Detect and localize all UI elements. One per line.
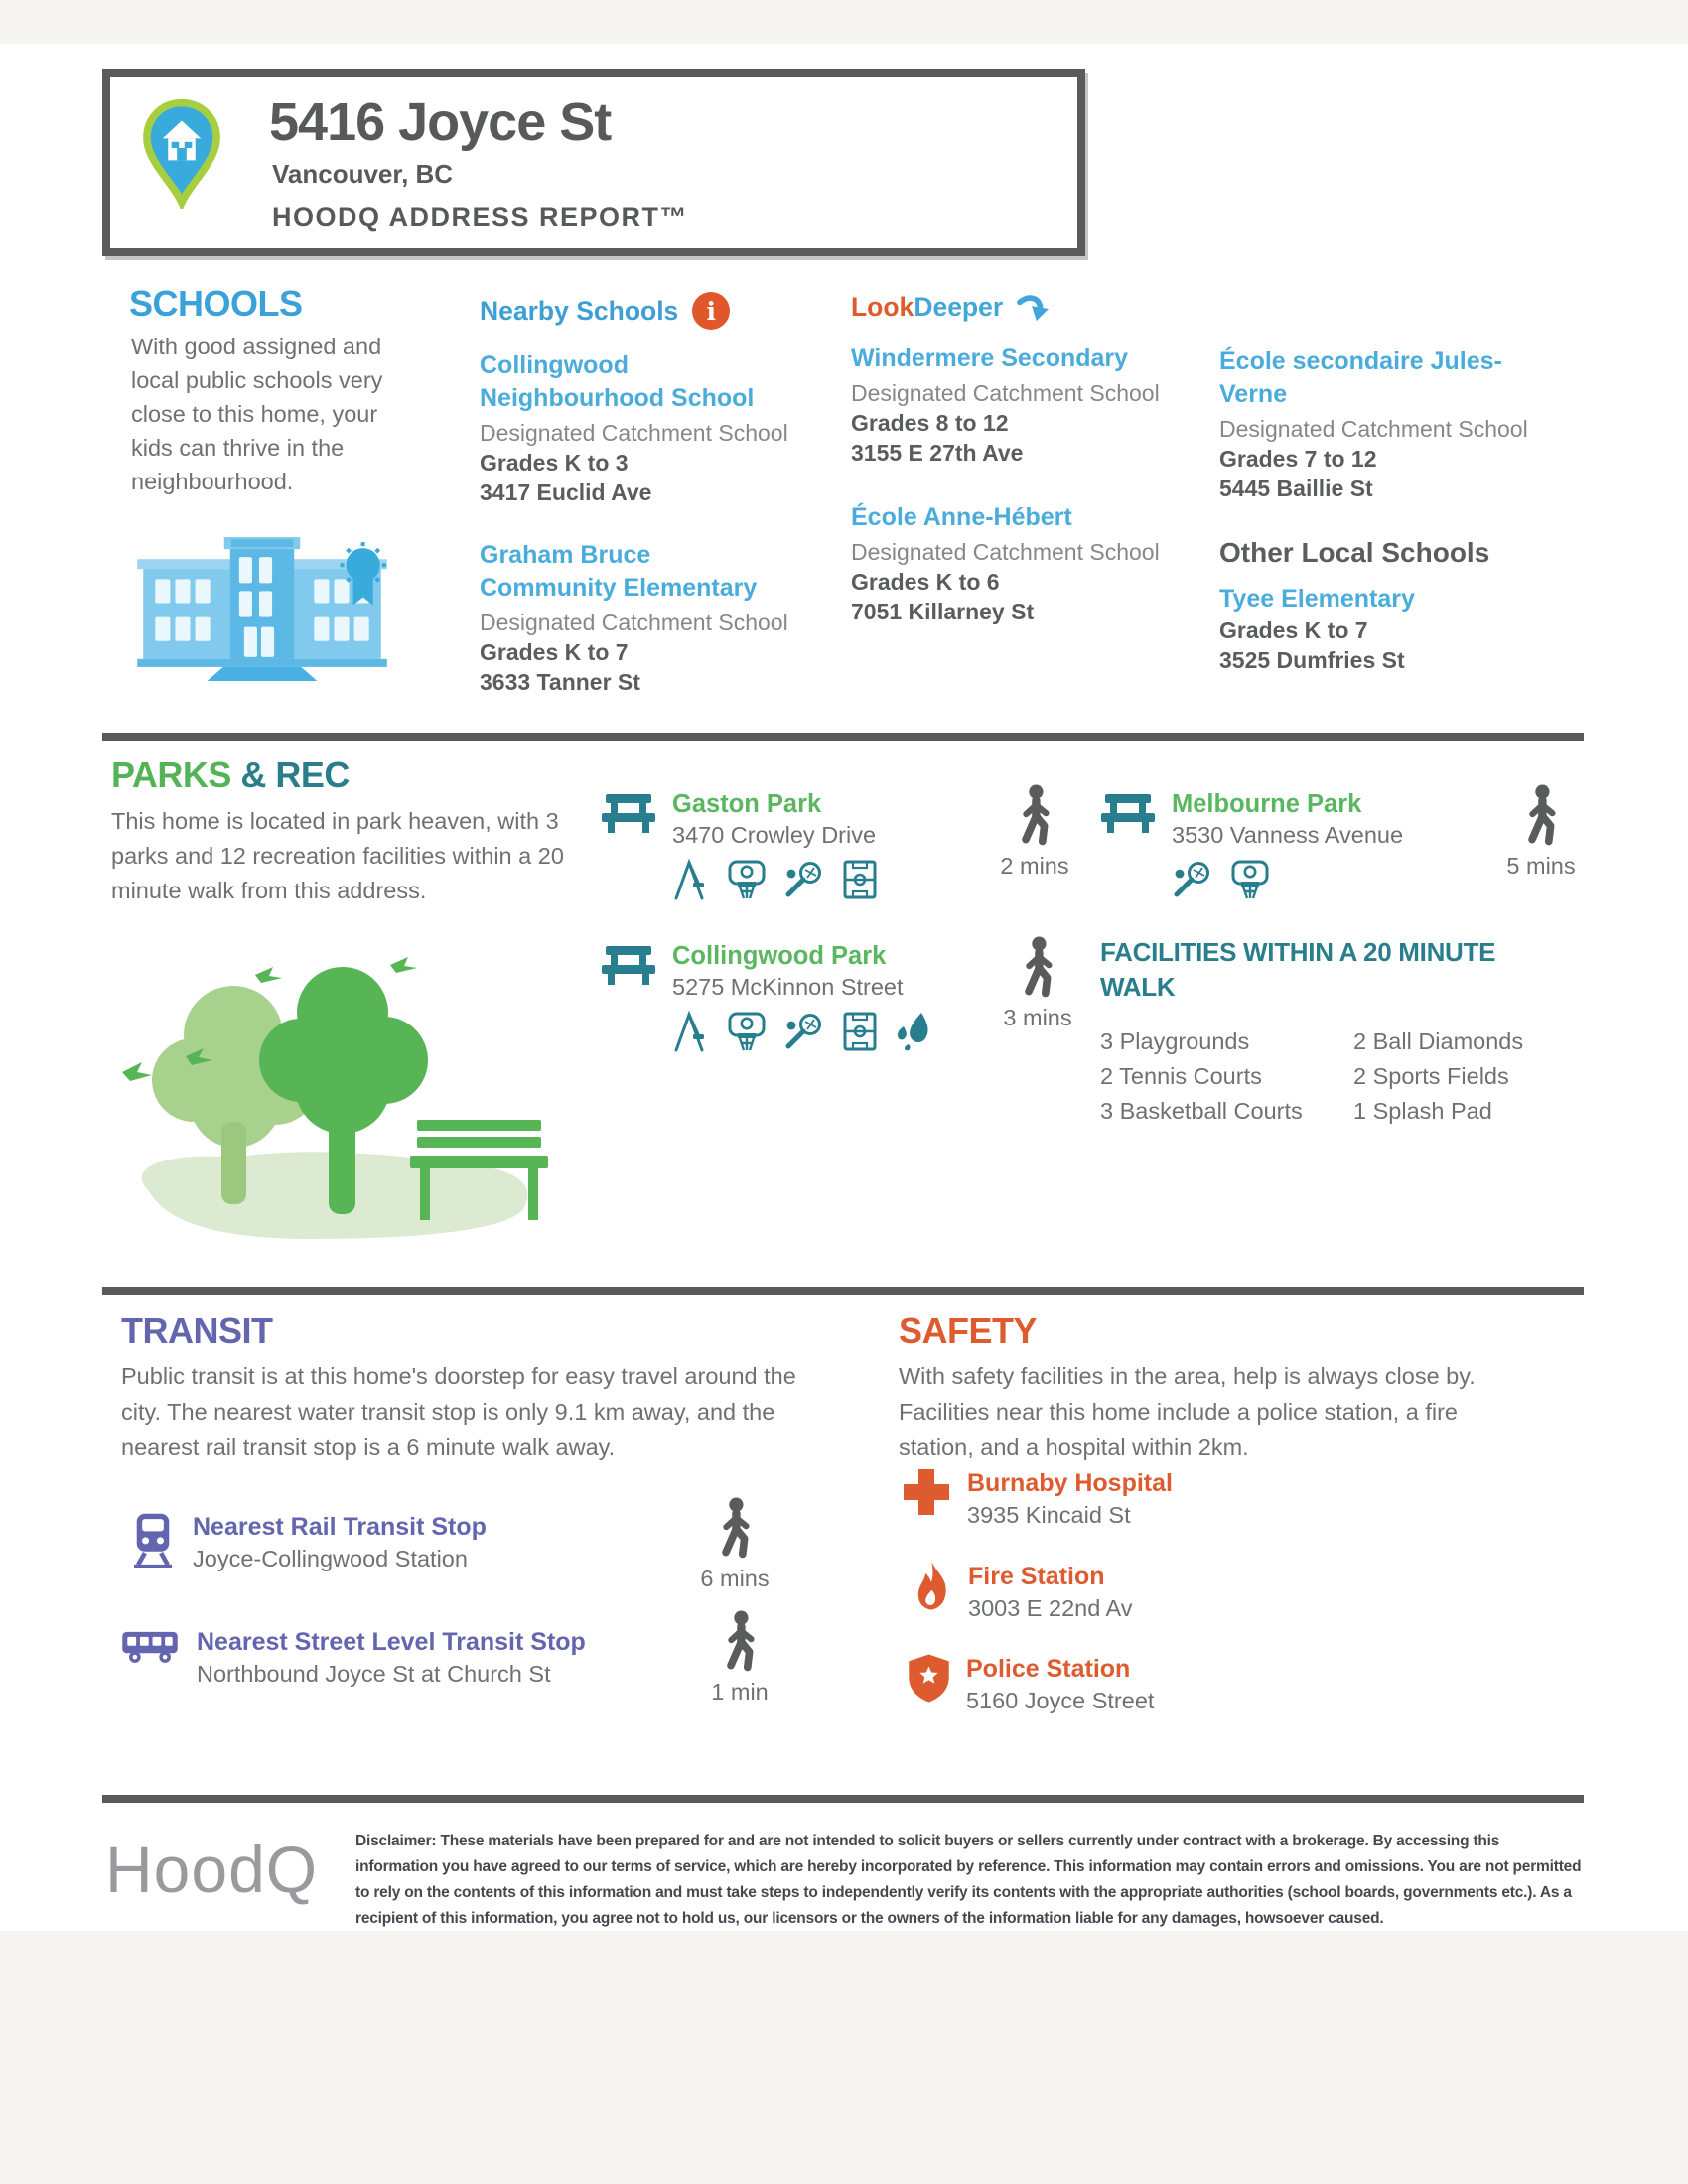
map-pin-house-icon xyxy=(138,97,225,209)
transit-stop-entry xyxy=(121,1626,586,1690)
walking-person-icon xyxy=(1519,784,1564,846)
school-name: Windermere Secondary xyxy=(851,344,1129,372)
park-facility-icons xyxy=(1172,859,1403,900)
park-scene-illustration xyxy=(94,921,571,1249)
school-address: 7051 Killarney St xyxy=(851,599,1035,624)
park-facility-icons xyxy=(672,1011,932,1052)
hoodq-logo: HoodQ xyxy=(105,1833,319,1906)
walk-time-badge xyxy=(690,1610,789,1706)
walk-time-badge xyxy=(1491,784,1591,880)
school-entry xyxy=(1219,345,1577,503)
flame-icon xyxy=(914,1561,950,1611)
safety-facility-address: 3935 Kincaid St xyxy=(967,1502,1131,1528)
report-header xyxy=(102,69,1085,256)
section-divider xyxy=(102,1795,1584,1803)
disclaimer-text: Disclaimer: These materials have been prepared for and are not intended to solicit buyers or sellers currently under contract with a brokerage. By accessing this information you have agreed to our terms of service, which are hereby incorporated by reference. This information may contain errors and omissions. You are not permitted to rely on the contents of this information and must take steps to independently verify its contents with the appropriate authorities (school boards, governments etc.). As a recipient of this information, you agree not to hold us, our licensors or the owners of the information liable for any damages, howsoever caused. xyxy=(355,1833,1582,1927)
park-bench-icon xyxy=(601,943,656,985)
school-address: 3417 Euclid Ave xyxy=(480,479,652,505)
schools-column-other xyxy=(1219,345,1577,675)
safety-facility-name: Police Station xyxy=(966,1655,1131,1683)
park-name: Gaston Park xyxy=(672,790,822,818)
playground-swing-icon xyxy=(672,1011,710,1052)
sports-field-icon xyxy=(842,859,878,900)
bus-icon xyxy=(121,1628,179,1666)
park-bench-icon xyxy=(601,791,656,833)
tennis-racket-icon xyxy=(1172,861,1213,900)
other-local-schools-label: Other Local Schools xyxy=(1219,537,1490,568)
school-entry xyxy=(851,501,1198,626)
school-grades: Grades 8 to 12 xyxy=(851,410,1009,436)
safety-facility-entry xyxy=(908,1653,1154,1716)
school-type: Designated Catchment School xyxy=(851,380,1160,406)
park-entry xyxy=(601,941,932,1052)
safety-intro: With safety facilities in the area, help is always close by. Facilities near this home include a police station, a fire station, and a hospital within 2km. xyxy=(899,1363,1476,1460)
walk-time-label: 1 min xyxy=(711,1679,769,1705)
basketball-hoop-icon xyxy=(1230,859,1270,900)
page-subtitle: Vancouver, BC xyxy=(272,159,454,189)
school-name: École Anne-Hébert xyxy=(851,503,1072,531)
park-bench-icon xyxy=(1100,791,1156,833)
walking-person-icon xyxy=(1013,784,1057,846)
safety-facility-name: Fire Station xyxy=(968,1563,1105,1590)
walk-time-badge xyxy=(685,1497,784,1592)
walking-person-icon xyxy=(1016,936,1060,998)
transit-intro: Public transit is at this home's doorstep for easy travel around the city. The nearest water transit stop is only 9.1 km away, and the nearest rail transit stop is a 6 minute walk away. xyxy=(121,1363,796,1460)
nearby-schools-header xyxy=(480,292,822,330)
report-type-label: HOODQ ADDRESS REPORT™ xyxy=(272,203,689,232)
facilities-summary xyxy=(1100,935,1547,1129)
transit-stop-label: Nearest Rail Transit Stop xyxy=(193,1513,487,1541)
lookdeeper-label-part1: Look xyxy=(851,292,914,322)
train-icon xyxy=(131,1511,175,1568)
facility-count: 2 Sports Fields xyxy=(1353,1063,1509,1089)
safety-facility-entry xyxy=(914,1561,1133,1624)
school-grades: Grades K to 6 xyxy=(851,569,1000,595)
walk-time-label: 6 mins xyxy=(700,1566,770,1591)
facility-count: 3 Basketball Courts xyxy=(1100,1098,1303,1124)
park-name: Collingwood Park xyxy=(672,942,887,970)
school-type: Designated Catchment School xyxy=(480,610,788,635)
playground-swing-icon xyxy=(672,859,710,900)
transit-stop-name: Northbound Joyce St at Church St xyxy=(197,1661,551,1687)
school-address: 3525 Dumfries St xyxy=(1219,647,1405,673)
transit-stop-label: Nearest Street Level Transit Stop xyxy=(197,1628,586,1656)
walk-time-badge xyxy=(985,784,1084,880)
tennis-racket-icon xyxy=(783,1013,825,1052)
school-address: 3633 Tanner St xyxy=(480,669,640,695)
page-title: 5416 Joyce St xyxy=(269,92,612,152)
section-divider xyxy=(102,1287,1584,1295)
safety-facility-entry xyxy=(902,1467,1173,1531)
police-shield-icon xyxy=(908,1653,950,1704)
school-entry xyxy=(1219,583,1577,675)
safety-section-title: SAFETY xyxy=(899,1310,1038,1351)
nearby-schools-label: Nearby Schools xyxy=(480,295,679,326)
facility-count: 1 Splash Pad xyxy=(1353,1098,1492,1124)
parks-section-title xyxy=(111,754,350,796)
transit-section-title: TRANSIT xyxy=(121,1310,273,1351)
school-grades: Grades 7 to 12 xyxy=(1219,446,1377,472)
section-divider xyxy=(102,733,1584,741)
school-entry xyxy=(480,539,822,697)
basketball-hoop-icon xyxy=(727,859,767,900)
safety-facility-address: 5160 Joyce Street xyxy=(966,1688,1155,1713)
school-grades: Grades K to 3 xyxy=(480,450,629,476)
facility-count: 3 Playgrounds xyxy=(1100,1028,1250,1054)
walk-time-label: 5 mins xyxy=(1506,853,1576,879)
hospital-cross-icon xyxy=(902,1467,951,1517)
school-grades: Grades K to 7 xyxy=(480,639,629,665)
lookdeeper-arrow-icon xyxy=(1017,293,1051,323)
park-facility-icons xyxy=(672,859,878,900)
schools-section-title: SCHOOLS xyxy=(129,283,303,324)
school-type: Designated Catchment School xyxy=(851,539,1160,565)
schools-column-nearby xyxy=(480,292,822,697)
tennis-racket-icon xyxy=(783,861,825,900)
school-address: 5445 Baillie St xyxy=(1219,476,1373,501)
school-address: 3155 E 27th Ave xyxy=(851,440,1024,466)
school-type: Designated Catchment School xyxy=(480,420,788,446)
safety-facility-address: 3003 E 22nd Av xyxy=(968,1595,1133,1621)
park-address: 5275 McKinnon Street xyxy=(672,974,904,1000)
walk-time-label: 2 mins xyxy=(1000,853,1069,879)
school-name: Tyee Elementary xyxy=(1219,585,1415,613)
school-name: École secondaire Jules-Verne xyxy=(1219,347,1502,408)
parks-title-teal: & REC xyxy=(230,754,350,795)
walking-person-icon xyxy=(713,1497,758,1559)
school-grades: Grades K to 7 xyxy=(1219,617,1368,643)
facilities-list xyxy=(1100,1024,1547,1129)
schools-column-lookdeeper xyxy=(851,292,1198,626)
lookdeeper-label-part2: Deeper xyxy=(914,292,1004,322)
school-type: Designated Catchment School xyxy=(1219,416,1528,442)
school-entry xyxy=(480,349,822,507)
safety-facility-name: Burnaby Hospital xyxy=(967,1469,1173,1497)
splash-pad-icon xyxy=(895,1011,932,1052)
parks-title-green: PARKS xyxy=(111,754,231,795)
park-entry xyxy=(1100,789,1403,900)
park-address: 3530 Vanness Avenue xyxy=(1172,822,1404,848)
park-address: 3470 Crowley Drive xyxy=(672,822,877,848)
basketball-hoop-icon xyxy=(727,1011,767,1052)
walking-person-icon xyxy=(718,1610,763,1672)
facilities-title: FACILITIES WITHIN A 20 MINUTE WALK xyxy=(1100,937,1496,1002)
walk-time-label: 3 mins xyxy=(1003,1005,1072,1030)
school-entry xyxy=(851,342,1198,468)
facility-count: 2 Tennis Courts xyxy=(1100,1063,1262,1089)
school-name: Graham Bruce Community Elementary xyxy=(480,541,758,602)
facility-count: 2 Ball Diamonds xyxy=(1353,1028,1524,1054)
parks-intro: This home is located in park heaven, with 3 parks and 12 recreation facilities within a 20 minute walk from this address. xyxy=(111,808,564,903)
school-name: Collingwood Neighbourhood School xyxy=(480,351,755,412)
walk-time-badge xyxy=(988,936,1087,1031)
school-building-illustration xyxy=(127,529,397,684)
lookdeeper-link[interactable] xyxy=(851,292,1198,323)
sports-field-icon xyxy=(842,1011,878,1052)
info-icon[interactable]: i xyxy=(692,292,730,330)
schools-intro: With good assigned and local public schools very close to this home, your kids can thrive in the neighbourhood. xyxy=(131,334,383,494)
park-entry xyxy=(601,789,878,900)
park-name: Melbourne Park xyxy=(1172,790,1362,818)
transit-stop-entry xyxy=(131,1511,487,1574)
transit-stop-name: Joyce-Collingwood Station xyxy=(193,1546,468,1571)
